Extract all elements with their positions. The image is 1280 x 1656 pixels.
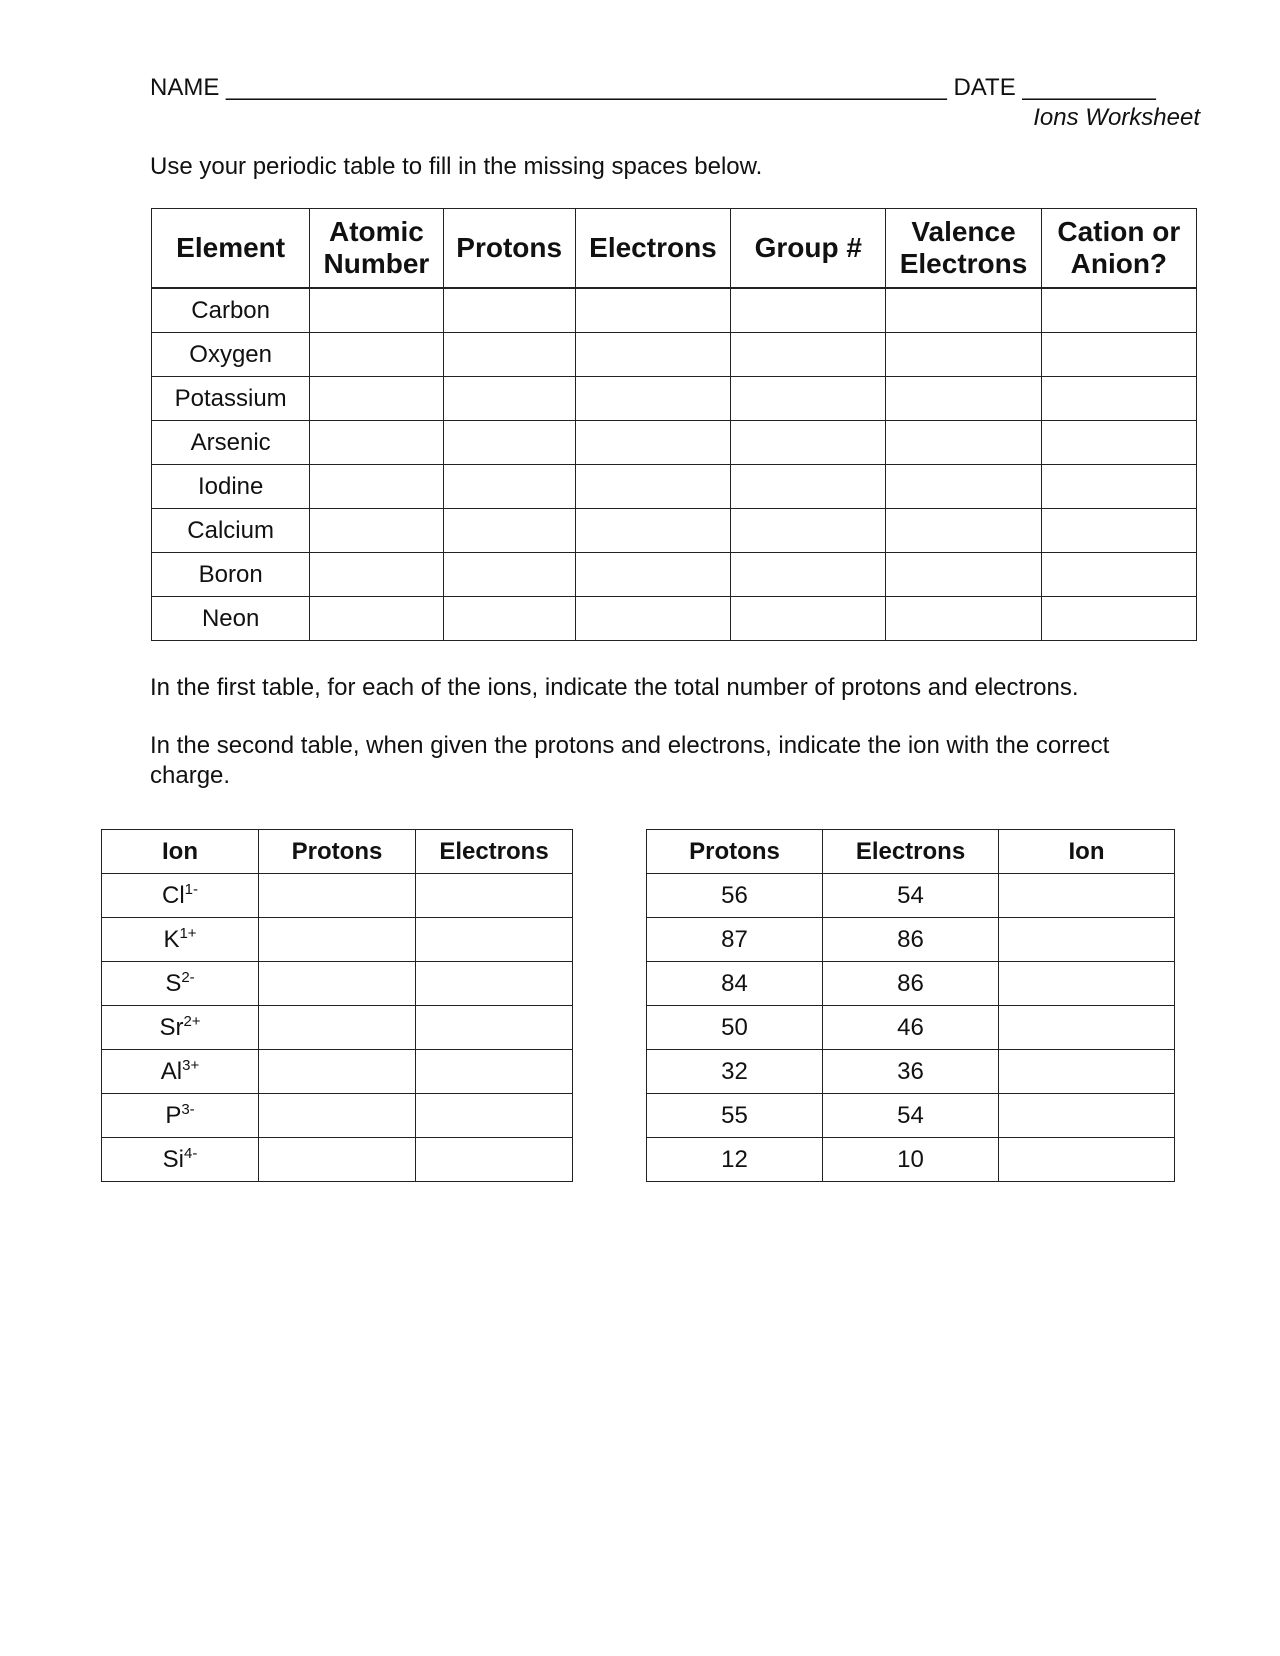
element-row [152, 421, 1197, 465]
protons-value: 56 [647, 874, 823, 918]
group-cell[interactable] [731, 421, 886, 465]
electrons-cell[interactable] [416, 918, 573, 962]
header-group: Group # [731, 209, 886, 289]
element-name: Iodine [152, 465, 310, 509]
electrons-value: 36 [823, 1050, 999, 1094]
header-element: Element [152, 209, 310, 289]
ion-charge: 2- [181, 968, 195, 986]
atomic-number-cell[interactable] [310, 333, 443, 377]
protons-cell[interactable] [259, 1050, 416, 1094]
electrons-cell[interactable] [575, 288, 730, 333]
electrons-value: 86 [823, 962, 999, 1006]
date-field[interactable]: __________ [1022, 74, 1156, 101]
cation-anion-cell[interactable] [1041, 465, 1196, 509]
header-ion: Ion [999, 830, 1175, 874]
ion-answer-cell[interactable] [999, 1050, 1175, 1094]
header-ion: Ion [102, 830, 259, 874]
element-name: Neon [152, 597, 310, 641]
protons-value: 55 [647, 1094, 823, 1138]
protons-cell[interactable] [443, 333, 575, 377]
electrons-cell[interactable] [575, 377, 730, 421]
valence-electrons-cell[interactable] [886, 553, 1041, 597]
element-row [152, 333, 1197, 377]
ion-element-symbol: Cl [161, 881, 185, 909]
element-name: Arsenic [152, 421, 310, 465]
header-electrons: Electrons [416, 830, 573, 874]
group-cell[interactable] [731, 509, 886, 553]
electrons-value: 86 [823, 918, 999, 962]
cation-anion-cell[interactable] [1041, 597, 1196, 641]
date-label: DATE [953, 74, 1016, 101]
protons-value: 50 [647, 1006, 823, 1050]
ion-answer-cell[interactable] [999, 1138, 1175, 1182]
ion-element-symbol: Si [162, 1145, 184, 1173]
ion-answer-cell[interactable] [999, 918, 1175, 962]
element-row [152, 509, 1197, 553]
electrons-cell[interactable] [416, 1138, 573, 1182]
ion-answer-cell[interactable] [999, 874, 1175, 918]
electrons-cell[interactable] [575, 421, 730, 465]
element-name: Carbon [152, 288, 310, 333]
atomic-number-cell[interactable] [310, 553, 443, 597]
ion-charge: 1+ [179, 924, 197, 942]
pe-row [647, 874, 1175, 918]
pe-row [647, 1094, 1175, 1138]
ion-answer-cell[interactable] [999, 962, 1175, 1006]
ion-element-symbol: S [165, 969, 182, 997]
header-protons: Protons [647, 830, 823, 874]
group-cell[interactable] [731, 553, 886, 597]
ion-row [102, 962, 573, 1006]
valence-electrons-cell[interactable] [886, 465, 1041, 509]
instruction-periodic-table: Use your periodic table to fill in the missing spaces below. [150, 153, 763, 180]
electrons-cell[interactable] [416, 874, 573, 918]
element-row [152, 377, 1197, 421]
protons-cell[interactable] [259, 1138, 416, 1182]
ion-row [102, 1006, 573, 1050]
group-cell[interactable] [731, 597, 886, 641]
ion-row [102, 1050, 573, 1094]
protons-cell[interactable] [443, 597, 575, 641]
electrons-cell[interactable] [575, 509, 730, 553]
instruction-second-table: In the second table, when given the protons and electrons, indicate the ion with the correct charge. [150, 732, 1110, 789]
instruction-first-table: In the first table, for each of the ions, indicate the total number of protons and electrons. [150, 674, 1079, 701]
cation-anion-cell[interactable] [1041, 377, 1196, 421]
group-cell[interactable] [731, 377, 886, 421]
header-valence-electrons [886, 209, 1041, 289]
element-row [152, 553, 1197, 597]
pe-row [647, 1006, 1175, 1050]
element-name: Potassium [152, 377, 310, 421]
ion-answer-cell[interactable] [999, 1006, 1175, 1050]
header-cation-anion [1041, 209, 1196, 289]
protons-cell[interactable] [259, 918, 416, 962]
atomic-number-cell[interactable] [310, 288, 443, 333]
ion-row [102, 874, 573, 918]
atomic-number-cell[interactable] [310, 421, 443, 465]
protons-cell[interactable] [443, 421, 575, 465]
atomic-number-cell[interactable] [310, 377, 443, 421]
protons-cell[interactable] [443, 553, 575, 597]
pe-header-row [647, 830, 1175, 874]
electrons-cell[interactable] [416, 1006, 573, 1050]
protons-cell[interactable] [443, 288, 575, 333]
cation-anion-cell[interactable] [1041, 553, 1196, 597]
protons-cell[interactable] [443, 377, 575, 421]
header-protons: Protons [443, 209, 575, 289]
ions-table [101, 829, 573, 1182]
protons-value: 84 [647, 962, 823, 1006]
header-cation-anion-label: Cation or Anion? [1057, 216, 1181, 279]
pe-row [647, 918, 1175, 962]
ion-element-symbol: Sr [159, 1013, 184, 1041]
protons-value: 12 [647, 1138, 823, 1182]
header-electrons: Electrons [823, 830, 999, 874]
electrons-value: 46 [823, 1006, 999, 1050]
cation-anion-cell[interactable] [1041, 288, 1196, 333]
valence-electrons-cell[interactable] [886, 421, 1041, 465]
ion-charge: 2+ [183, 1012, 201, 1030]
ion-row [102, 1094, 573, 1138]
ion-symbol [102, 874, 259, 918]
group-cell[interactable] [731, 333, 886, 377]
cation-anion-cell[interactable] [1041, 509, 1196, 553]
pe-row [647, 962, 1175, 1006]
electrons-value: 54 [823, 1094, 999, 1138]
name-date-line [150, 74, 1170, 102]
protons-cell[interactable] [443, 509, 575, 553]
ion-charge: 4- [184, 1144, 198, 1162]
electrons-value: 54 [823, 874, 999, 918]
name-label: NAME [150, 74, 220, 101]
protons-electrons-table [646, 829, 1175, 1182]
element-name: Boron [152, 553, 310, 597]
ion-symbol [102, 1006, 259, 1050]
ion-element-symbol: K [163, 925, 180, 953]
ion-element-symbol: Al [160, 1057, 183, 1085]
element-row [152, 465, 1197, 509]
ion-charge: 3+ [182, 1056, 200, 1074]
element-name: Oxygen [152, 333, 310, 377]
header-atomic-number-label: Atomic Number [323, 216, 430, 279]
electrons-cell[interactable] [416, 1094, 573, 1138]
header-protons: Protons [259, 830, 416, 874]
ion-symbol [102, 918, 259, 962]
element-row [152, 597, 1197, 641]
ion-symbol [102, 1094, 259, 1138]
ion-charge: 3- [181, 1100, 195, 1118]
cation-anion-cell[interactable] [1041, 421, 1196, 465]
protons-cell[interactable] [259, 1094, 416, 1138]
ion-symbol [102, 1050, 259, 1094]
protons-cell[interactable] [259, 874, 416, 918]
protons-cell[interactable] [259, 1006, 416, 1050]
header-valence-electrons-label: Valence Electrons [899, 216, 1028, 279]
protons-cell[interactable] [259, 962, 416, 1006]
pe-row [647, 1050, 1175, 1094]
ion-symbol [102, 962, 259, 1006]
ion-symbol [102, 1138, 259, 1182]
elements-table [151, 208, 1197, 641]
ions-header-row [102, 830, 573, 874]
name-field[interactable]: ______________________________________________________ [226, 74, 947, 101]
electrons-cell[interactable] [416, 1050, 573, 1094]
elements-header-row [152, 209, 1197, 289]
atomic-number-cell[interactable] [310, 597, 443, 641]
electrons-cell[interactable] [575, 553, 730, 597]
atomic-number-cell[interactable] [310, 465, 443, 509]
cation-anion-cell[interactable] [1041, 333, 1196, 377]
protons-cell[interactable] [443, 465, 575, 509]
ion-charge: 1- [184, 880, 198, 898]
ion-row [102, 918, 573, 962]
element-row [152, 288, 1197, 333]
protons-value: 32 [647, 1050, 823, 1094]
electrons-cell[interactable] [575, 597, 730, 641]
ion-row [102, 1138, 573, 1182]
electrons-cell[interactable] [575, 465, 730, 509]
ion-answer-cell[interactable] [999, 1094, 1175, 1138]
valence-electrons-cell[interactable] [886, 377, 1041, 421]
group-cell[interactable] [731, 465, 886, 509]
atomic-number-cell[interactable] [310, 509, 443, 553]
ion-element-symbol: P [165, 1101, 182, 1129]
worksheet-subtitle: Ions Worksheet [1033, 104, 1200, 131]
valence-electrons-cell[interactable] [886, 288, 1041, 333]
protons-value: 87 [647, 918, 823, 962]
header-atomic-number [310, 209, 443, 289]
valence-electrons-cell[interactable] [886, 333, 1041, 377]
group-cell[interactable] [731, 288, 886, 333]
electrons-cell[interactable] [416, 962, 573, 1006]
pe-row [647, 1138, 1175, 1182]
header-electrons: Electrons [575, 209, 730, 289]
element-name: Calcium [152, 509, 310, 553]
electrons-value: 10 [823, 1138, 999, 1182]
valence-electrons-cell[interactable] [886, 509, 1041, 553]
electrons-cell[interactable] [575, 333, 730, 377]
valence-electrons-cell[interactable] [886, 597, 1041, 641]
